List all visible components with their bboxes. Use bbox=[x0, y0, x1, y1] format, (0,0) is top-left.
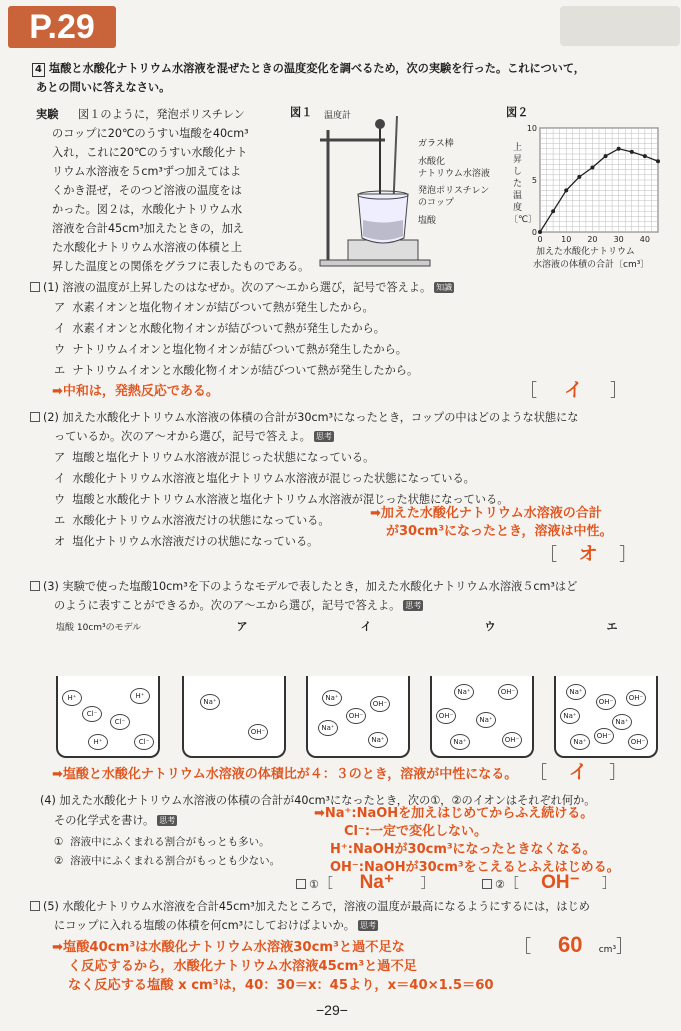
q2-prompt-line2: っているか。次のア〜オから選び，記号で答えよ。 思考 bbox=[54, 430, 332, 443]
q4b-checkbox-1[interactable] bbox=[296, 879, 306, 889]
chart-y-tick-label: 5 bbox=[531, 176, 537, 185]
ion-oh: OH⁻ bbox=[498, 684, 518, 700]
ion-na: Na⁺ bbox=[570, 734, 590, 750]
fig2-ylabel: 上 昇 し た 温 度 〔℃〕 bbox=[509, 143, 538, 225]
experiment-line-4: くかき混ぜ，そのつど溶液の温度をは bbox=[52, 184, 242, 197]
q5-explanation-3: なく反応する塩酸 x cm³は，40：30＝x：45より，x＝40×1.5＝60 bbox=[68, 978, 494, 993]
q3-beaker-label-i: イ bbox=[360, 620, 372, 633]
ion-oh: OH⁻ bbox=[626, 690, 646, 706]
q3-beaker-label-u: ウ bbox=[484, 620, 496, 633]
fig1-label-cup-2: のコップ bbox=[418, 198, 454, 208]
fig1-label-cup-1: 発泡ポリスチレン bbox=[418, 186, 490, 196]
q3-prompt-line1: (3) 実験で使った塩酸10cm³を下のようなモデルで表したとき，加えた水酸化ナトリウム水溶液５cm³はど bbox=[30, 578, 577, 595]
experiment-line-2: 入れ，これに20℃のうすい水酸化ナト bbox=[52, 146, 248, 159]
q3-prompt-line2: のように表すことができるか。次のア〜エから選び，記号で答えよ。 思考 bbox=[54, 599, 422, 612]
ion-cl: Cl⁻ bbox=[82, 706, 102, 722]
q5-prompt-line1: (5) 水酸化ナトリウム水溶液を合計45cm³加えたところで，溶液の温度が最高になるようにするには，はじめ bbox=[30, 898, 590, 915]
fig1-label-glass-rod: ガラス棒 bbox=[418, 139, 454, 149]
experiment-line-7: た水酸化ナトリウム水溶液の体積と上 bbox=[52, 241, 243, 254]
q4b-explanation-3: H⁺:NaOHが30cm³になったときなくなる。 bbox=[330, 842, 596, 857]
q2-option-u: ウ 塩酸と水酸化ナトリウム水溶液と塩化ナトリウム水溶液が混じった状態になっている。 bbox=[54, 493, 509, 506]
q2-explanation-line2: が30cm³になったとき，溶液は中性。 bbox=[386, 524, 613, 539]
ion-na: Na⁺ bbox=[450, 734, 470, 750]
ion-na: Na⁺ bbox=[476, 712, 496, 728]
experiment-line-1: のコップに20℃のうすい塩酸を40cm³ bbox=[52, 127, 249, 140]
q1-prompt: (1) 溶液の温度が上昇したのはなぜか。次のア〜エから選び，記号で答えよ。 知識 bbox=[30, 279, 454, 296]
chart-data-point bbox=[643, 154, 647, 158]
q3-model-label: 塩酸 10cm³のモデル bbox=[56, 623, 142, 633]
ion-oh: OH⁻ bbox=[628, 734, 648, 750]
q4b-explanation-2: Cl⁻:一定で変化しない。 bbox=[344, 824, 488, 839]
ion-cl: Cl⁻ bbox=[134, 734, 154, 750]
q3-beaker-label-a: ア bbox=[236, 620, 248, 633]
q3-explanation: ➡塩酸と水酸化ナトリウム水溶液の体積比が４：３のとき，溶液が中性になる。 bbox=[52, 767, 518, 782]
q3-beaker-a bbox=[182, 676, 286, 758]
q3-beaker-e bbox=[554, 676, 658, 758]
chart-x-tick-label: 10 bbox=[561, 235, 572, 244]
fig2-title: 図２ bbox=[506, 106, 529, 119]
fig2-line-chart bbox=[524, 120, 664, 248]
page-label-badge: P.29 bbox=[8, 6, 116, 48]
q4b-prompt-line1: (4) 加えた水酸化ナトリウム水溶液の体積の合計が40cm³になったとき，次の①，②のイオンはそれぞれ何か。 bbox=[40, 794, 596, 807]
fig2-xlabel-line1: 加えた水酸化ナトリウム bbox=[536, 247, 635, 257]
q2-answer-box: ［ オ ］ bbox=[540, 544, 637, 565]
q3-checkbox[interactable] bbox=[30, 581, 40, 591]
q4b-explanation-1: ➡Na⁺:NaOHを加えはじめてからふえ続ける。 bbox=[314, 806, 594, 821]
q4b-answer-1-box: ①［ Na⁺ ］ bbox=[296, 872, 435, 896]
q1-answer-box: ［ イ ］ bbox=[520, 380, 628, 401]
ion-oh: OH⁻ bbox=[436, 708, 456, 724]
q4b-item-1: ① 溶液中にふくまれる割合がもっとも多い。 bbox=[54, 836, 270, 848]
ion-na: Na⁺ bbox=[612, 714, 632, 730]
chart-y-tick-label: 10 bbox=[526, 124, 537, 133]
experiment-line-3: リウム水溶液を５cm³ずつ加えてはよ bbox=[52, 165, 242, 178]
ion-oh: OH⁻ bbox=[370, 696, 390, 712]
fig1-title: 図１ bbox=[290, 106, 313, 119]
q5-explanation-1: ➡塩酸40cm³は水酸化ナトリウム水溶液30cm³と過不足な bbox=[52, 940, 405, 955]
ion-h: H⁺ bbox=[130, 688, 150, 704]
q2-option-a: ア 塩酸と塩化ナトリウム水溶液が混じった状態になっている。 bbox=[54, 451, 375, 464]
ion-h: H⁺ bbox=[62, 690, 82, 706]
ion-cl: Cl⁻ bbox=[110, 714, 130, 730]
question-title-line1: 4 塩酸と水酸化ナトリウム水溶液を混ぜたときの温度変化を調べるため，次の実験を行った。これについて， bbox=[32, 60, 585, 77]
q1-checkbox[interactable] bbox=[30, 282, 40, 292]
ion-oh: OH⁻ bbox=[248, 724, 268, 740]
q1-option-i: イ 水素イオンと水酸化物イオンが結びついて熱が発生したから。 bbox=[54, 322, 385, 335]
fig1-label-naoh-2: ナトリウム水溶液 bbox=[418, 169, 490, 179]
q5-checkbox[interactable] bbox=[30, 901, 40, 911]
chart-x-tick-label: 0 bbox=[537, 235, 543, 244]
ion-na: Na⁺ bbox=[200, 694, 220, 710]
ion-na: Na⁺ bbox=[560, 708, 580, 724]
experiment-line-5: かった。図２は，水酸化ナトリウム水 bbox=[52, 203, 243, 216]
q2-option-e: エ 水酸化ナトリウム水溶液だけの状態になっている。 bbox=[54, 514, 330, 527]
q1-option-u: ウ ナトリウムイオンと塩化物イオンが結びついて熱が発生したから。 bbox=[54, 343, 407, 356]
chart-data-point bbox=[564, 188, 568, 192]
experiment-head: 実験 bbox=[36, 108, 59, 121]
q5-prompt-line2: にコップに入れる塩酸の体積を何cm³にしておけばよいか。 思考 bbox=[54, 919, 376, 932]
q4b-prompt-line2: その化学式を書け。 思考 bbox=[54, 814, 176, 827]
ion-h: H⁺ bbox=[88, 734, 108, 750]
q1-explanation: ➡中和は，発熱反応である。 bbox=[52, 384, 219, 399]
ion-oh: OH⁻ bbox=[502, 732, 522, 748]
experiment-line-6: 溶液を合計45cm³加えたときの，加え bbox=[52, 222, 244, 235]
chart-data-point bbox=[551, 209, 555, 213]
chart-data-point bbox=[604, 154, 608, 158]
chart-data-point bbox=[538, 230, 542, 234]
chart-data-point bbox=[656, 159, 660, 163]
q4b-checkbox-2[interactable] bbox=[482, 879, 492, 889]
q3-beaker-u bbox=[430, 676, 534, 758]
chart-data-point bbox=[590, 166, 594, 170]
ion-oh: OH⁻ bbox=[596, 694, 616, 710]
faded-header-decoration bbox=[560, 6, 680, 46]
fig1-label-hcl: 塩酸 bbox=[418, 216, 437, 226]
fig1-label-naoh-1: 水酸化 bbox=[418, 157, 446, 167]
ion-na: Na⁺ bbox=[454, 684, 474, 700]
ion-na: Na⁺ bbox=[566, 684, 586, 700]
chart-x-tick-label: 20 bbox=[587, 235, 598, 244]
q2-option-o: オ 塩化ナトリウム水溶液だけの状態になっている。 bbox=[54, 535, 319, 548]
q1-option-e: エ ナトリウムイオンと水酸化物イオンが結びついて熱が発生したから。 bbox=[54, 364, 419, 377]
q2-checkbox[interactable] bbox=[30, 412, 40, 422]
ion-na: Na⁺ bbox=[368, 732, 388, 748]
q2-option-i: イ 水酸化ナトリウム水溶液と塩化ナトリウム水溶液が混じった状態になっている。 bbox=[54, 472, 475, 485]
q4b-explanation-4: OH⁻:NaOHが30cm³をこえるとふえはじめる。 bbox=[330, 860, 620, 875]
fig1-label-thermometer: 温度計 bbox=[324, 111, 352, 121]
experiment-line-0: 図１のように，発泡ポリスチレン bbox=[78, 108, 245, 121]
ion-oh: OH⁻ bbox=[594, 728, 614, 744]
question-title-line2: あとの問いに答えなさい。 bbox=[36, 81, 171, 94]
question-number: 4 bbox=[32, 63, 45, 77]
q1-option-a: ア 水素イオンと塩化物イオンが結びついて熱が発生したから。 bbox=[54, 301, 374, 314]
q3-answer-box: ［ イ ］ bbox=[530, 762, 627, 783]
page-number: −29− bbox=[316, 1002, 348, 1018]
q3-beaker-label-e: エ bbox=[606, 620, 618, 633]
chart-data-point bbox=[617, 147, 621, 151]
ion-oh: OH⁻ bbox=[346, 708, 366, 724]
chart-x-tick-label: 30 bbox=[613, 235, 624, 244]
chart-y-tick-label: 0 bbox=[531, 228, 537, 237]
q3-beaker-model bbox=[56, 676, 160, 758]
chart-x-tick-label: 40 bbox=[639, 235, 650, 244]
chart-data-point bbox=[577, 175, 581, 179]
ion-na: Na⁺ bbox=[322, 690, 342, 706]
ion-na: Na⁺ bbox=[318, 720, 338, 736]
q3-beaker-i bbox=[306, 676, 410, 758]
q5-explanation-2: く反応するから，水酸化ナトリウム水溶液45cm³と過不足 bbox=[68, 959, 417, 974]
q2-prompt-line1: (2) 加えた水酸化ナトリウム水溶液の体積の合計が30cm³になったとき，コップの中はどのような状態にな bbox=[30, 409, 578, 426]
q2-explanation-line1: ➡加えた水酸化ナトリウム水溶液の合計 bbox=[370, 506, 602, 521]
q4b-item-2: ② 溶液中にふくまれる割合がもっとも少ない。 bbox=[54, 855, 281, 867]
q4b-answer-2-box: ②［ OH⁻ ］ bbox=[482, 872, 616, 896]
experiment-line-8: 昇した温度との関係をグラフに表したものである。 bbox=[52, 260, 310, 273]
chart-data-point bbox=[630, 150, 634, 154]
q5-answer-box: ［ 60 cm³］ bbox=[514, 932, 634, 957]
fig2-xlabel-line2: 水溶液の体積の合計〔cm³〕 bbox=[533, 260, 650, 270]
